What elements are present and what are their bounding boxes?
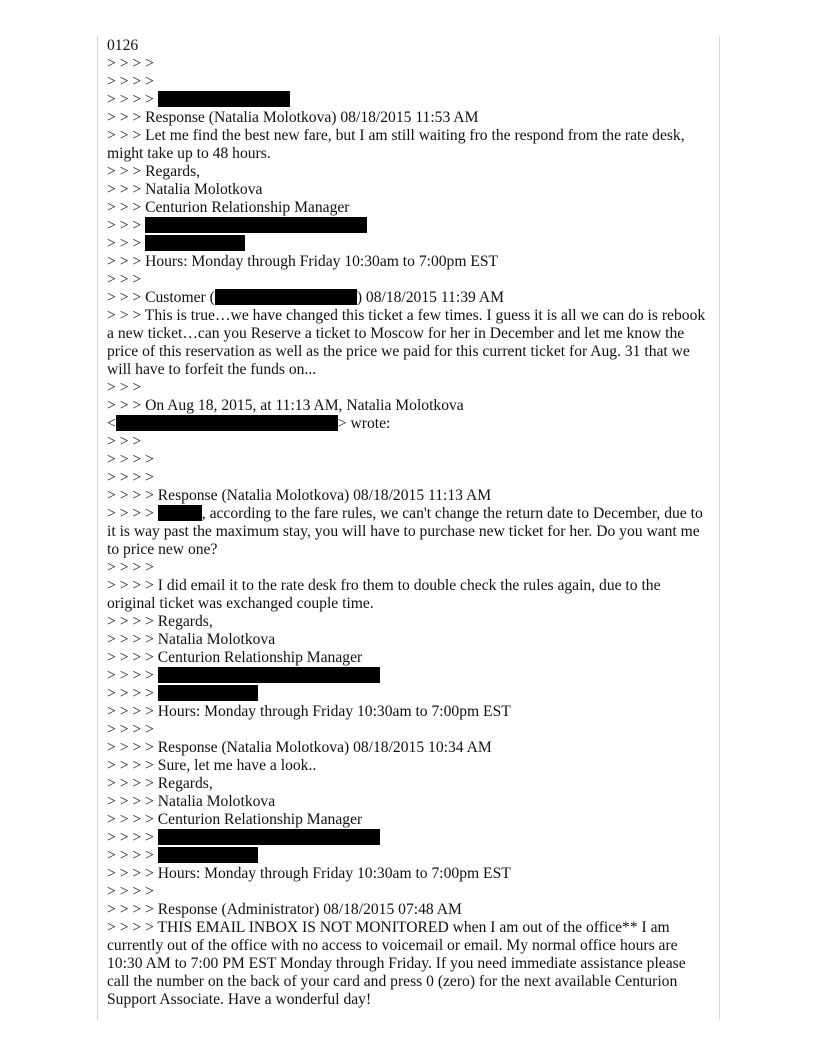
customer-header-end: ) 08/18/2015 11:39 AM <box>356 289 504 306</box>
message-paragraph: > > > This is true…we have changed this ticket a few times. I guess it is all we can do is rebook a new ticket…can you Reserve a ticket to Moscow for her in December and let me know the price of this reservation as well as the price we paid for this current ticket for Aug. 31 that we will have to forfeit the funds on... <box>107 307 706 378</box>
redaction-block <box>158 829 380 845</box>
quote-line: > > > <box>107 271 142 288</box>
redaction-block <box>158 91 290 107</box>
signature-line: > > > > Centurion Relationship Manager <box>107 649 363 666</box>
redaction-block <box>158 667 380 683</box>
redaction-block <box>145 235 245 251</box>
quote-line <box>107 847 711 865</box>
quote-line <box>107 91 711 109</box>
signature-line: > > > > Natalia Molotkova <box>107 631 276 648</box>
signature-line: > > > Regards, <box>107 163 201 180</box>
response-header: > > > Response (Natalia Molotkova) 08/18/2015 11:53 AM <box>107 109 479 126</box>
message-text: , according to the fare rules, we can't change the return date to December, due to it is way past the maximum stay, you will have to purchase new ticket for her. Do you want me to price new one? <box>107 505 703 558</box>
page-left-rule <box>97 36 98 1020</box>
sender-open: < <box>107 415 116 432</box>
page-number: 0126 <box>107 37 139 54</box>
quote-prefix: > > > > <box>107 91 154 108</box>
redaction-block <box>215 289 357 305</box>
hours-line: > > > > Hours: Monday through Friday 10:30am to 7:00pm EST <box>107 703 511 720</box>
page-right-rule <box>719 36 720 1020</box>
quote-prefix: > > > <box>107 235 142 252</box>
quote-line <box>107 217 711 235</box>
customer-header-start: > > > Customer ( <box>107 289 215 306</box>
message-paragraph: > > > > THIS EMAIL INBOX IS NOT MONITORED when I am out of the office** I am currently out of the office with no access to voicemail or email. My normal office hours are 10:30 AM to 7:00 PM EST Monday through Friday. If you need immediate assistance please call the number on the back of your card and press 0 (zero) for the next available Centurion Support Associate. Have a wonderful day! <box>107 919 686 1008</box>
response-header: > > > > Response (Natalia Molotkova) 08/18/2015 10:34 AM <box>107 739 492 756</box>
signature-line: > > > > Regards, <box>107 775 213 792</box>
quote-line <box>107 667 711 685</box>
quote-prefix: > > > <box>107 217 142 234</box>
sender-close: > wrote: <box>337 415 391 432</box>
quote-line <box>107 235 711 253</box>
redaction-block <box>116 415 338 431</box>
quote-line: > > > <box>107 433 142 450</box>
message-line: > > > > Sure, let me have a look.. <box>107 757 317 774</box>
quote-line: > > > > <box>107 721 154 738</box>
quote-line: > > > > <box>107 883 154 900</box>
message-paragraph <box>107 505 711 559</box>
quote-prefix: > > > > <box>107 667 154 684</box>
signature-line: > > > Centurion Relationship Manager <box>107 199 350 216</box>
quote-line: > > > > <box>107 55 154 72</box>
quoted-header: > > > On Aug 18, 2015, at 11:13 AM, Natalia Molotkova <box>107 397 464 414</box>
quote-line: > > > > <box>107 469 154 486</box>
quote-line: > > > > <box>107 451 154 468</box>
quote-line: > > > > <box>107 73 154 90</box>
hours-line: > > > > Hours: Monday through Friday 10:30am to 7:00pm EST <box>107 865 511 882</box>
quote-line <box>107 829 711 847</box>
quoted-sender-line <box>107 415 711 433</box>
quote-prefix: > > > > <box>107 505 154 522</box>
customer-header <box>107 289 711 307</box>
quote-prefix: > > > > <box>107 829 154 846</box>
signature-line: > > > Natalia Molotkova <box>107 181 263 198</box>
signature-line: > > > > Natalia Molotkova <box>107 793 276 810</box>
quote-line: > > > <box>107 379 142 396</box>
message-paragraph: > > > Let me find the best new fare, but I am still waiting fro the respond from the rate desk, might take up to 48 hours. <box>107 127 685 162</box>
response-header: > > > > Response (Administrator) 08/18/2015 07:48 AM <box>107 901 462 918</box>
signature-line: > > > > Centurion Relationship Manager <box>107 811 363 828</box>
quote-line <box>107 685 711 703</box>
quote-line: > > > > <box>107 559 154 576</box>
quote-prefix: > > > > <box>107 847 154 864</box>
redaction-block <box>145 217 367 233</box>
redaction-block <box>158 685 258 701</box>
email-thread-document <box>107 37 711 1009</box>
response-header: > > > > Response (Natalia Molotkova) 08/18/2015 11:13 AM <box>107 487 492 504</box>
redaction-block <box>158 847 258 863</box>
signature-line: > > > > Regards, <box>107 613 213 630</box>
quote-prefix: > > > > <box>107 685 154 702</box>
message-paragraph: > > > > I did email it to the rate desk fro them to double check the rules again, due to the original ticket was exchanged couple time. <box>107 577 661 612</box>
hours-line: > > > Hours: Monday through Friday 10:30am to 7:00pm EST <box>107 253 499 270</box>
redaction-block <box>158 505 202 521</box>
